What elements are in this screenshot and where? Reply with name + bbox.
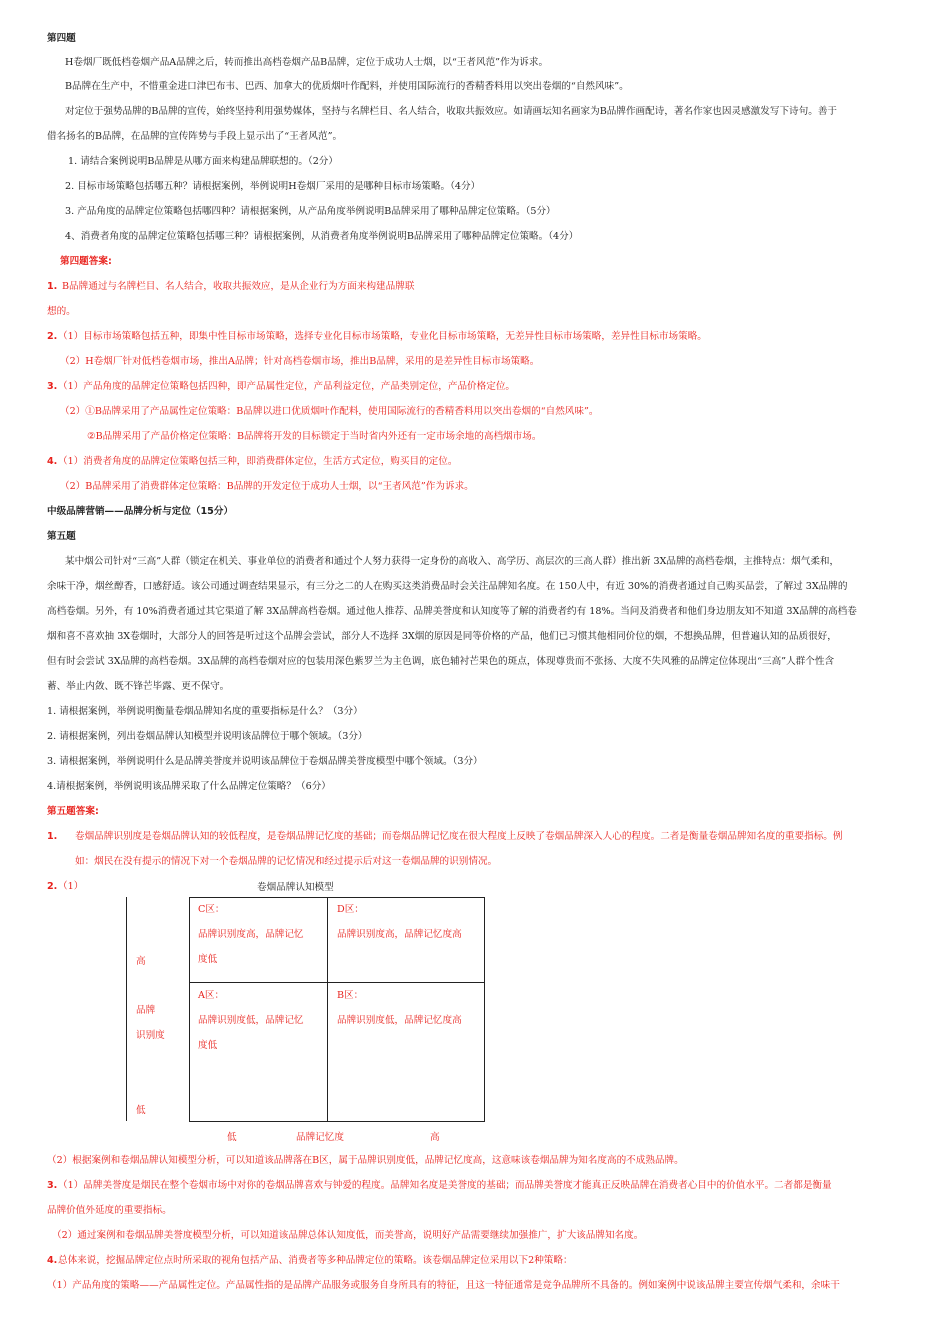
y-axis-label-1: 品牌 [136, 1005, 156, 1016]
a5-2-sub: （1） [58, 881, 84, 892]
cell-a-text-2: 度低 [198, 1040, 218, 1051]
a5-2-text-b: （2）根据案例和卷烟品牌认知模型分析，可以知道该品牌落在B区，属于品牌识别度低，品牌记忆度高，这意味该卷烟品牌为知名度高的不成熟品牌。 [47, 1155, 684, 1166]
a4-4-text-a: （1）消费者角度的品牌定位策略包括三种，即消费群体定位，生活方式定位，购买目的定位。 [58, 456, 458, 467]
cell-d-label: D区： [337, 904, 364, 915]
q5-question-1: 1. 请根据案例，举例说明衡量卷烟品牌知名度的重要指标是什么？（3分） [47, 706, 363, 717]
cell-b-label: B区： [337, 990, 364, 1001]
a4-3-text-b: （2）①B品牌采用了产品属性定位策略：B品牌以进口优质烟叶作配料，使用国际流行的香精香料用以突出卷烟的“自然风味”。 [60, 406, 599, 417]
a5-heading: 第五题答案: [47, 806, 99, 817]
q4-paragraph-1: H卷烟厂既低档卷烟产品A品牌之后，转而推出高档卷烟产品B品牌，定位于成功人士烟，以“王者风范”作为诉求。 [65, 57, 549, 68]
q4-question-1: 1. 请结合案例说明B品牌是从哪方面来构建品牌联想的。（2分） [68, 156, 338, 167]
q5-question-2: 2. 请根据案例，列出卷烟品牌认知模型并说明该品牌位于哪个领域。（3分） [47, 731, 368, 742]
a5-1-text-a: 卷烟品牌识别度是卷烟品牌认知的较低程度，是卷烟品牌记忆度的基础；而卷烟品牌记忆度在很大程度上反映了卷烟品牌深入人心的程度。二者是衡量卷烟品牌知名度的重要指标。例 [75, 831, 843, 842]
q4-heading: 第四题 [47, 33, 76, 44]
y-axis-label-2: 识别度 [136, 1030, 165, 1041]
a4-3-number: 3. [47, 381, 58, 392]
a4-3-text-a: （1）产品角度的品牌定位策略包括四种，即产品属性定位，产品利益定位，产品类别定位，产品价格定位。 [58, 381, 516, 392]
q5-heading: 第五题 [47, 531, 76, 542]
q5-paragraph-1: 某中烟公司针对“三高”人群（锁定在机关、事业单位的消费者和通过个人努力获得一定身份的高收入、高学历、高层次的三高人群）推出新 3X品牌的高档卷烟，主推特点：烟气柔和， [65, 556, 840, 567]
q5-paragraph-4: 烟和喜不喜欢抽 3X卷烟时，大部分人的回答是听过这个品牌会尝试，部分人不选择 3X烟的原因是同等价格的产品，他们已习惯其他相同价位的烟，不想换品牌，但普遍认知的品质很好， [47, 631, 837, 642]
a5-2-number: 2. [47, 881, 58, 892]
a4-1-text-b: 想的。 [47, 306, 76, 317]
q5-paragraph-5: 但有时会尝试 3X品牌的高档卷烟。3X品牌的高档卷烟对应的包装用深色紫罗兰为主色调，底色辅衬芒果色的斑点，体现尊贵而不张扬、大度不失风雅的品牌定位体现出“三高”人群个性含 [47, 656, 835, 667]
cell-a-label: A区： [198, 990, 225, 1001]
a4-4-text-b: （2）B品牌采用了消费群体定位策略：B品牌的开发定位于成功人士烟，以“王者风范”作为诉求。 [60, 481, 474, 492]
y-axis-low: 低 [136, 1105, 146, 1116]
model-title: 卷烟品牌认知模型 [257, 882, 334, 893]
a4-heading: 第四题答案: [60, 256, 112, 267]
q4-question-3: 3. 产品角度的品牌定位策略包括哪四种？请根据案例，从产品角度举例说明B品牌采用了哪种品牌定位策略。（5分） [65, 206, 556, 217]
y-axis-high: 高 [136, 956, 146, 967]
q4-question-4: 4、消费者角度的品牌定位策略包括哪三种？请根据案例，从消费者角度举例说明B品牌采用了哪种品牌定位策略。（4分） [65, 231, 579, 242]
cell-c-label: C区： [198, 904, 225, 915]
q4-paragraph-3a: 对定位于强势品牌的B品牌的宣传，始终坚持利用强势媒体，坚持与名牌栏目、名人结合，收取共振效应。如请画坛知名画家为B品牌作画配诗，著名作家也因灵感激发写下诗句。善于 [65, 106, 838, 117]
model-grid-divider-vertical [327, 898, 328, 1121]
cell-a-text-1: 品牌识别度低，品牌记忆 [198, 1015, 304, 1026]
a4-1-number: 1. [47, 281, 58, 292]
a5-1-number: 1. [47, 831, 58, 842]
q5-paragraph-6: 蓄、举止内敛、既不锋芒毕露、更不保守。 [47, 681, 230, 692]
q5-question-3: 3. 请根据案例，举例说明什么是品牌美誉度并说明该品牌位于卷烟品牌美誉度模型中哪个领域。（3分） [47, 756, 483, 767]
x-axis-label: 品牌记忆度 [296, 1132, 344, 1143]
q4-paragraph-3b: 借名扬名的B品牌，在品牌的宣传阵势与手段上显示出了“王者风范”。 [47, 131, 343, 142]
a5-4-number: 4. [47, 1255, 58, 1266]
a4-2-text-a: （1）目标市场策略包括五种，即集中性目标市场策略，选择专业化目标市场策略，专业化目标市场策略，无差异性目标市场策略，差异性目标市场策略。 [58, 331, 707, 342]
q5-paragraph-2: 余味干净，烟丝醇香，口感舒适。该公司通过调查结果显示，有三分之二的人在购买这类消费品时会关注品牌知名度。在 150人中，有近 30%的消费者通过自己购买品尝，了解过 3X品牌的 [47, 581, 848, 592]
a4-1-text-a: B品牌通过与名牌栏目、名人结合，收取共振效应，是从企业行为方面来构建品牌联 [62, 281, 415, 292]
a4-2-number: 2. [47, 331, 58, 342]
cell-d-text-1: 品牌识别度高，品牌记忆度高 [337, 929, 462, 940]
q4-paragraph-2: B品牌在生产中，不惜重金进口津巴布韦、巴西、加拿大的优质烟叶作配料，并使用国际流行的香精香料用以突出卷烟的“自然风味”。 [65, 81, 629, 92]
a5-3-text-b: 品牌价值外延度的重要指标。 [47, 1205, 172, 1216]
a4-2-text-b: （2）H卷烟厂针对低档卷烟市场，推出A品牌；针对高档卷烟市场，推出B品牌，采用的是差异性目标市场策略。 [60, 356, 540, 367]
q5-paragraph-3: 高档卷烟。另外，有 10%消费者通过其它渠道了解 3X品牌高档卷烟。通过他人推荐、品牌美誉度和认知度等了解的消费者约有 18%。当问及消费者和他们身边朋友知不知道 3X品牌的高档卷 [47, 606, 857, 617]
a5-3-text-a: （1）品牌美誉度是烟民在整个卷烟市场中对你的卷烟品牌喜欢与钟爱的程度。品牌知名度是美誉度的基础；而品牌美誉度才能真正反映品牌在消费者心目中的价值水平。二者都是衡量 [58, 1180, 832, 1191]
a5-1-text-b: 如：烟民在没有提示的情况下对一个卷烟品牌的记忆情况和经过提示后对这一卷烟品牌的识别情况。 [75, 856, 498, 867]
a5-3-number: 3. [47, 1180, 58, 1191]
a5-4-text-a: 总体来说，挖掘品牌定位点时所采取的视角包括产品、消费者等多种品牌定位的策略。该卷烟品牌定位采用以下2种策略： [58, 1255, 573, 1266]
section-title: 中级品牌营销——品牌分析与定位（15分） [47, 506, 234, 517]
a4-4-number: 4. [47, 456, 58, 467]
cell-b-text-1: 品牌识别度低，品牌记忆度高 [337, 1015, 462, 1026]
cell-c-text-2: 度低 [198, 954, 218, 965]
a5-4-text-b: （1）产品角度的策略——产品属性定位。产品属性指的是品牌产品服务或服务自身所具有的特征，且这一特征通常是竞争品牌所不具备的。例如案例中说该品牌主要宣传烟气柔和，余味干 [47, 1280, 840, 1291]
q5-question-4: 4.请根据案例，举例说明该品牌采取了什么品牌定位策略？（6分） [47, 781, 331, 792]
cell-c-text-1: 品牌识别度高，品牌记忆 [198, 929, 304, 940]
x-axis-low: 低 [227, 1132, 237, 1143]
a4-3-text-c: ②B品牌采用了产品价格定位策略：B品牌将开发的目标锁定于当时省内外还有一定市场余地的高档烟市场。 [87, 431, 542, 442]
x-axis-high: 高 [430, 1132, 440, 1143]
q4-question-2: 2. 目标市场策略包括哪五种？请根据案例，举例说明H卷烟厂采用的是哪种目标市场策略。（4分） [65, 181, 481, 192]
a5-3-text-c: （2）通过案例和卷烟品牌美誉度模型分析，可以知道该品牌总体认知度低，而美誉高，说明好产品需要继续加强推广，扩大该品牌知名度。 [52, 1230, 644, 1241]
model-y-axis [126, 897, 127, 1121]
